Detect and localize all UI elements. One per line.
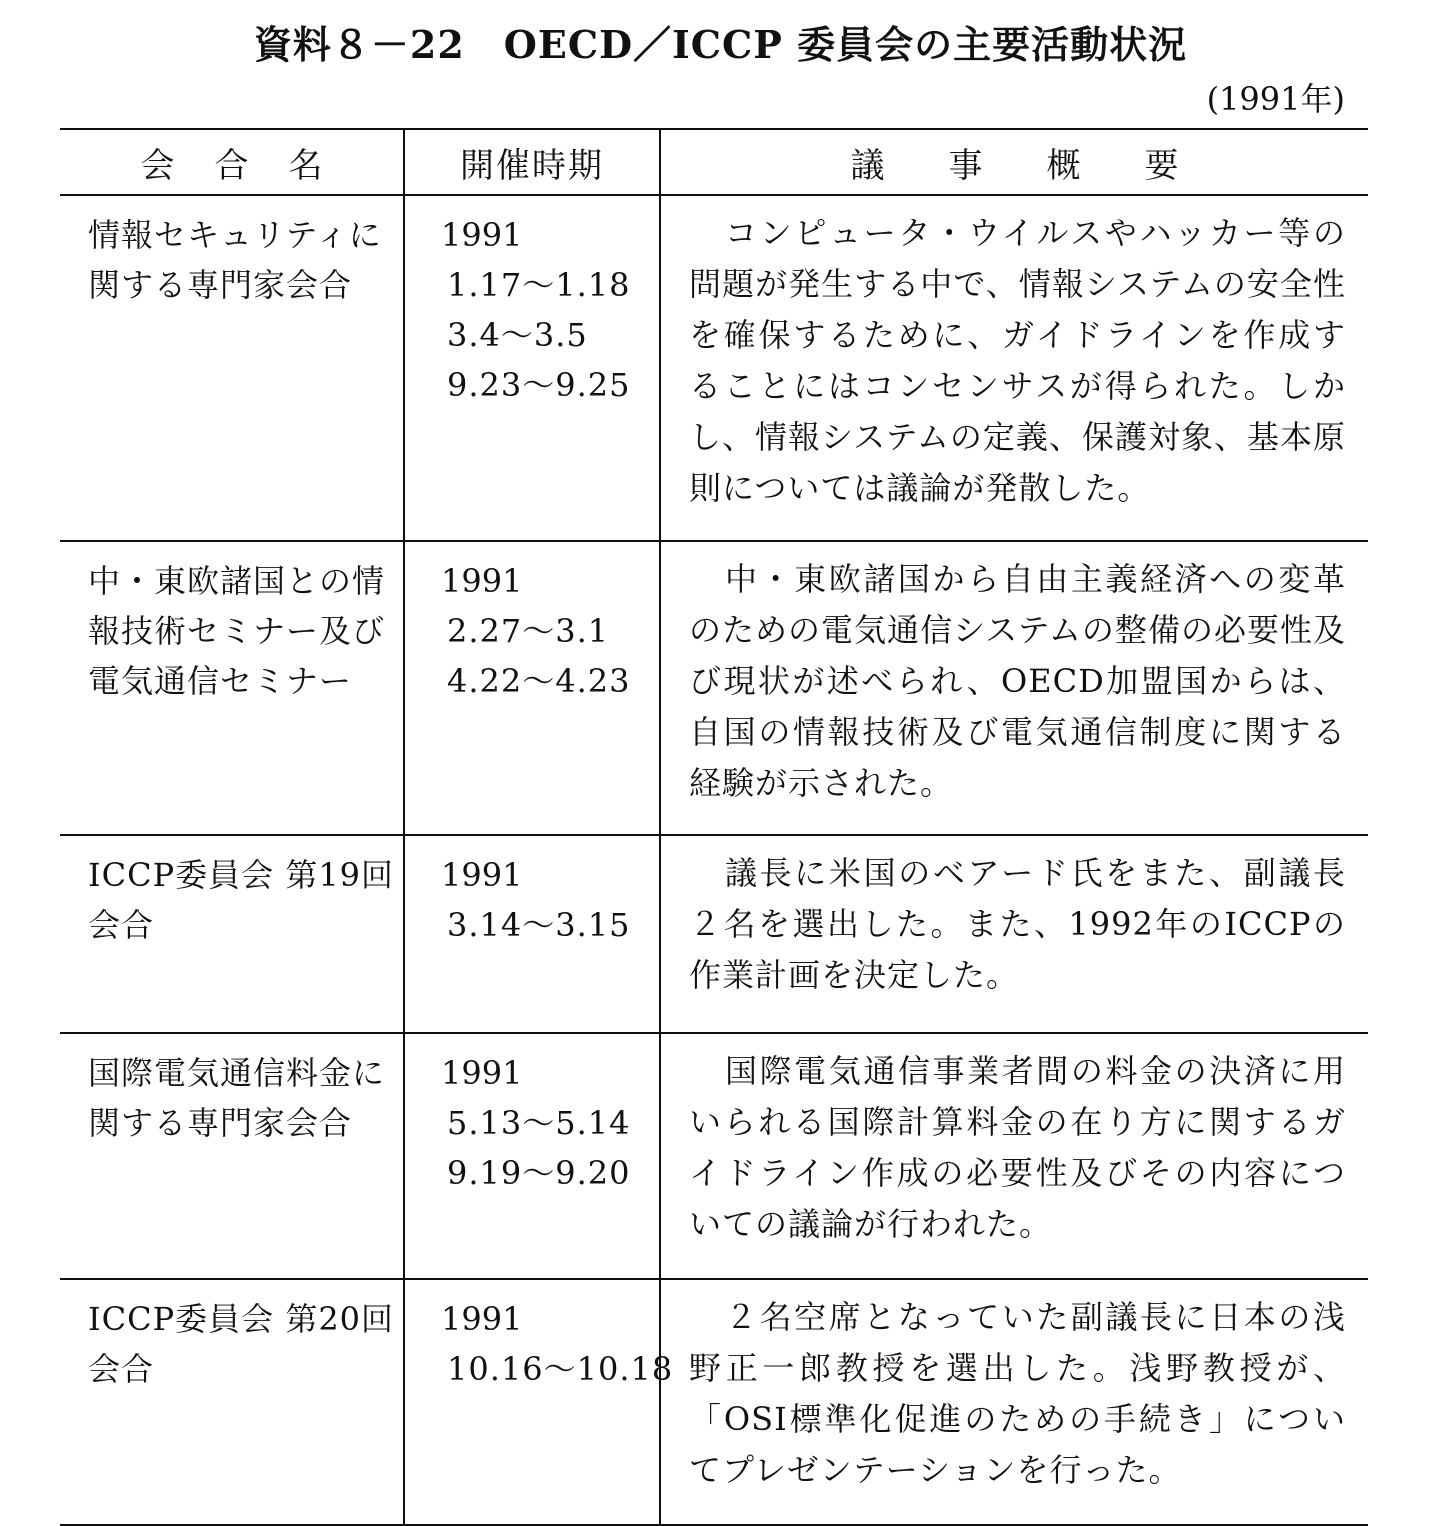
table-header-row (60, 129, 1368, 195)
meeting-summary: ２名空席となっていた副議長に日本の浅野正一郎教授を選出した。浅野教授が、「OSI標準化促進のための手続き」についてプレゼンテーションを行った。 (660, 1279, 1368, 1525)
table-row (60, 835, 1368, 1033)
meeting-year: 1991 (441, 562, 523, 600)
header-period: 開催時期 (404, 129, 660, 195)
date-range: 4.22～4.23 (447, 662, 631, 700)
header-meeting-name: 会合名 (60, 129, 404, 195)
date-range: 5.13～5.14 (447, 1104, 631, 1142)
meeting-dates (404, 541, 660, 835)
date-range: 10.16～10.18 (447, 1350, 674, 1388)
table-row (60, 195, 1368, 541)
header-summary: 議事概要 (660, 129, 1368, 195)
activity-table (60, 128, 1368, 1526)
meeting-name: 中・東欧諸国との情報技術セミナー及び電気通信セミナー (60, 541, 404, 835)
meeting-summary: コンピュータ・ウイルスやハッカー等の問題が発生する中で、情報システムの安全性を確保するために、ガイドラインを作成することにはコンセンサスが得られた。しかし、情報システムの定義、保護対象、基本原則については議論が発散した。 (660, 195, 1368, 541)
meeting-year: 1991 (441, 216, 523, 254)
table-row (60, 1033, 1368, 1279)
meeting-year: 1991 (441, 856, 523, 894)
meeting-summary: 議長に米国のベアード氏をまた、副議長２名を選出した。また、1992年のICCPの作業計画を決定した。 (660, 835, 1368, 1033)
meeting-dates (404, 1279, 674, 1525)
meeting-dates (404, 1033, 660, 1279)
meeting-dates (404, 835, 660, 1033)
table-row (60, 541, 1368, 835)
page-title: 資料８－22 OECD／ICCP 委員会の主要活動状況 (253, 22, 1188, 67)
date-range: 3.14～3.15 (447, 906, 631, 944)
date-range: 3.4～3.5 (447, 316, 588, 354)
meeting-name: ICCP委員会 第20回会合 (60, 1279, 404, 1525)
year-note: (1991年) (1206, 80, 1345, 118)
meeting-name: 情報セキュリティに関する専門家会合 (60, 195, 404, 541)
meeting-name: ICCP委員会 第19回会合 (60, 835, 404, 1033)
meeting-year: 1991 (441, 1300, 523, 1338)
date-range: 1.17～1.18 (447, 266, 631, 304)
meeting-summary: 中・東欧諸国から自由主義経済への変革のための電気通信システムの整備の必要性及び現状が述べられ、OECD加盟国からは、自国の情報技術及び電気通信制度に関する経験が示された。 (660, 541, 1368, 835)
date-range: 9.23～9.25 (447, 366, 631, 404)
meeting-summary: 国際電気通信事業者間の料金の決済に用いられる国際計算料金の在り方に関するガイドライン作成の必要性及びその内容についての議論が行われた。 (660, 1033, 1368, 1279)
meeting-dates (404, 195, 660, 541)
date-range: 2.27～3.1 (447, 612, 610, 650)
meeting-name: 国際電気通信料金に関する専門家会合 (60, 1033, 404, 1279)
meeting-year: 1991 (441, 1054, 523, 1092)
table-row (60, 1279, 1368, 1525)
date-range: 9.19～9.20 (447, 1154, 631, 1192)
